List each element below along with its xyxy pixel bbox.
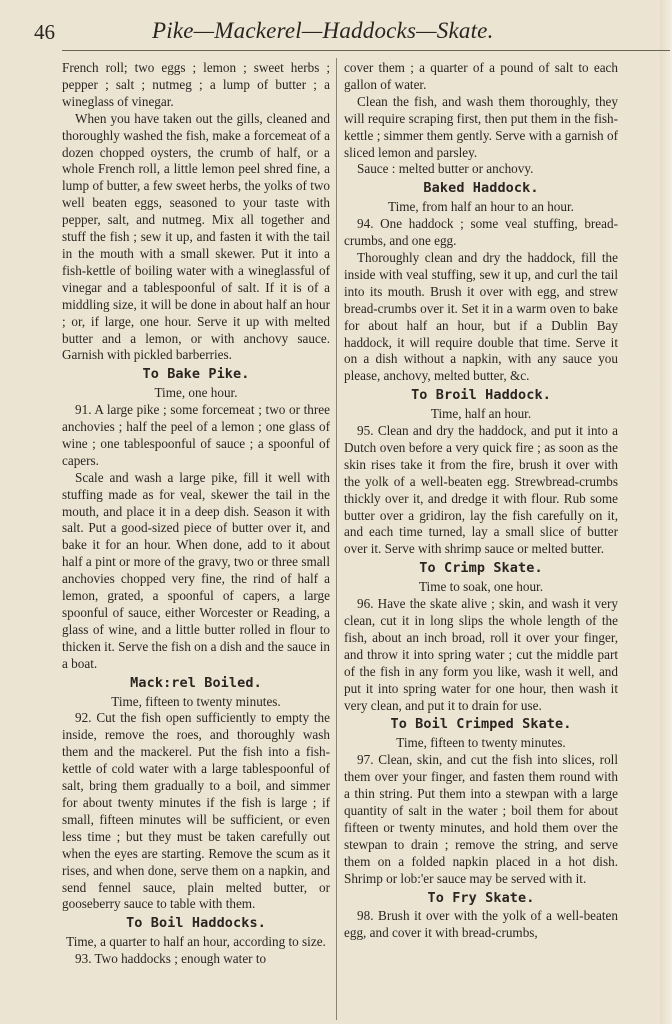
recipe-time: Time, fifteen to twenty minutes. — [396, 735, 566, 751]
paragraph: Thoroughly clean and dry the haddock, fill the inside with veal stuffing, sew it up, and curl the tail into its mouth. Brush it over with egg, and strew bread-crumbs over it. Set it in a warm oven to bake for about half an hour, but if a Dublin Bay haddock, it will require double that time. Serve it on a dish without a napkin, with any sauce you please, anchovy, melted butter, &c. — [344, 249, 618, 384]
left-column — [62, 60, 330, 1016]
paragraph: 96. Have the skate alive ; skin, and wash it very clean, cut it in long slips the whole length of the fish, about an inch broad, roll it over your finger, and throw it into spring water ; cut the middle part of the fish in any form you like, wash it well, and put it into spring water for one hour, then wash it very clean, and put it to drain for use. — [344, 596, 618, 713]
recipe-time: Time, from half an hour to an hour. — [388, 199, 574, 215]
paragraph: cover them ; a quarter of a pound of salt to each gallon of water. — [344, 60, 618, 92]
page-number: 46 — [34, 20, 55, 44]
paragraph: 94. One haddock ; some veal stuffing, bread-crumbs, and one egg. — [344, 216, 618, 249]
paragraph: 98. Brush it over with the yolk of a well-beaten egg, and cover it with bread-crumbs, — [344, 908, 618, 941]
recipe-heading: To Boil Haddocks. — [126, 915, 266, 932]
paragraph: When you have taken out the gills, cleaned and thoroughly washed the fish, make a forcemeat of a dozen chopped oysters, the crumb of half, or a whole French roll, a little lemon peel shred fine, a lump of butter, a few sweet herbs, the yolks of two well beaten eggs, seasoned to your taste with pepper, salt, and nutmeg. Mix all together and stuff the fish ; sew it up, and fasten it with the tail in the mouth with a small skewer. Put it into a fish-kettle of boiling water with a wineglassful of vinegar and a tablespoonful of salt. If it is of a middling size, it will be done in about half an hour ; or, if large, one hour. Serve it up with melted butter and a lemon, or with anchovy sauce. Garnish with pickled barberries. — [62, 110, 330, 363]
recipe-heading: To Crimp Skate. — [419, 560, 543, 577]
header-rule — [62, 50, 670, 51]
right-column — [344, 60, 618, 1016]
column-divider — [336, 58, 337, 1020]
paragraph: 95. Clean and dry the haddock, and put it into a Dutch oven before a very quick fire ; as soon as the skin rises take it from the fire, brush it over with the yolk of a well-beaten egg. Strewbread-crumbs thickly over it, and dredge it with flour. Rub some butter over a gridiron, lay the fish carefully on it, and each time turned, lay a small slice of butter over it. Serve with shrimp sauce or melted butter. — [344, 423, 618, 557]
paragraph: French roll; two eggs ; lemon ; sweet herbs ; pepper ; salt ; nutmeg ; a lump of butter ; a wineglass of vinegar. — [62, 60, 330, 109]
recipe-time: Time, a quarter to half an hour, according to size. — [66, 934, 326, 950]
running-title: Pike—Mackerel—Haddocks—Skate. — [152, 18, 494, 43]
page-header — [34, 18, 644, 46]
recipe-heading: To Fry Skate. — [427, 889, 535, 906]
paragraph: 97. Clean, skin, and cut the fish into slices, roll them over your finger, and fasten them round with a thin string. Put them into a stewpan with a large quantity of salt in the water ; boil them for about fifteen or twenty minutes, and hold them over the stewpan to drain ; remove the string, and serve them on a folded napkin placed in a hot dish. Shrimp or lob:'er sauce may be served with it. — [344, 752, 618, 886]
recipe-heading: Mack:rel Boiled. — [130, 674, 262, 691]
paragraph: Scale and wash a large pike, fill it well with stuffing made as for veal, skewer the tail in the mouth, and place it in a deep dish. Season it with salt. Put a good-sized piece of butter over it, and bake it for an hour. When done, add to it about half a pint or more of the gravy, two or three small anchovies chopped very fine, the rind of half a lemon, grated, a spoonful of capers, a large spoonful of sauce, either Worcester or Reading, a glass of wine, and a little butter rolled in flour to thicken it. Serve the fish on a dish and the sauce in a boat. — [62, 469, 330, 671]
recipe-time: Time, fifteen to twenty minutes. — [111, 693, 281, 709]
page-edge — [660, 0, 672, 1024]
recipe-heading: To Bake Pike. — [142, 366, 250, 383]
recipe-time: Time, one hour. — [154, 385, 238, 401]
paragraph: 91. A large pike ; some forcemeat ; two or three anchovies ; half the peel of a lemon ; one glass of wine ; one tablespoonful of sauce ; a spoonful of capers. — [62, 402, 330, 468]
paragraph: Sauce : melted butter or anchovy. — [357, 161, 534, 177]
recipe-heading: To Boil Crimped Skate. — [390, 716, 572, 733]
recipe-heading: Baked Haddock. — [423, 180, 539, 197]
paragraph: 92. Cut the fish open sufficiently to empty the inside, remove the roes, and thoroughly wash them and the mackerel. Put the fish into a fish-kettle of cold water with a large tablespoonful of salt, bring them gradually to a boil, and simmer for about twenty minutes if the fish is large ; if small, fifteen minutes will be sufficient, or even less time ; but they must be taken carefully out when the eyes are starting. Remove the scum as it rises, and when done, serve them on a napkin, and send fennel sauce, plain melted butter, or gooseberry sauce to table with them. — [62, 710, 330, 912]
recipe-heading: To Broil Haddock. — [411, 387, 551, 404]
paragraph: Clean the fish, and wash them thoroughly, they will require scraping first, then put them in the fish-kettle ; simmer them gently. Serve with a garnish of sliced lemon and parsley. — [344, 93, 618, 160]
paragraph: 93. Two haddocks ; enough water to — [75, 951, 267, 967]
recipe-time: Time, half an hour. — [430, 406, 532, 422]
recipe-time: Time to soak, one hour. — [418, 579, 544, 595]
